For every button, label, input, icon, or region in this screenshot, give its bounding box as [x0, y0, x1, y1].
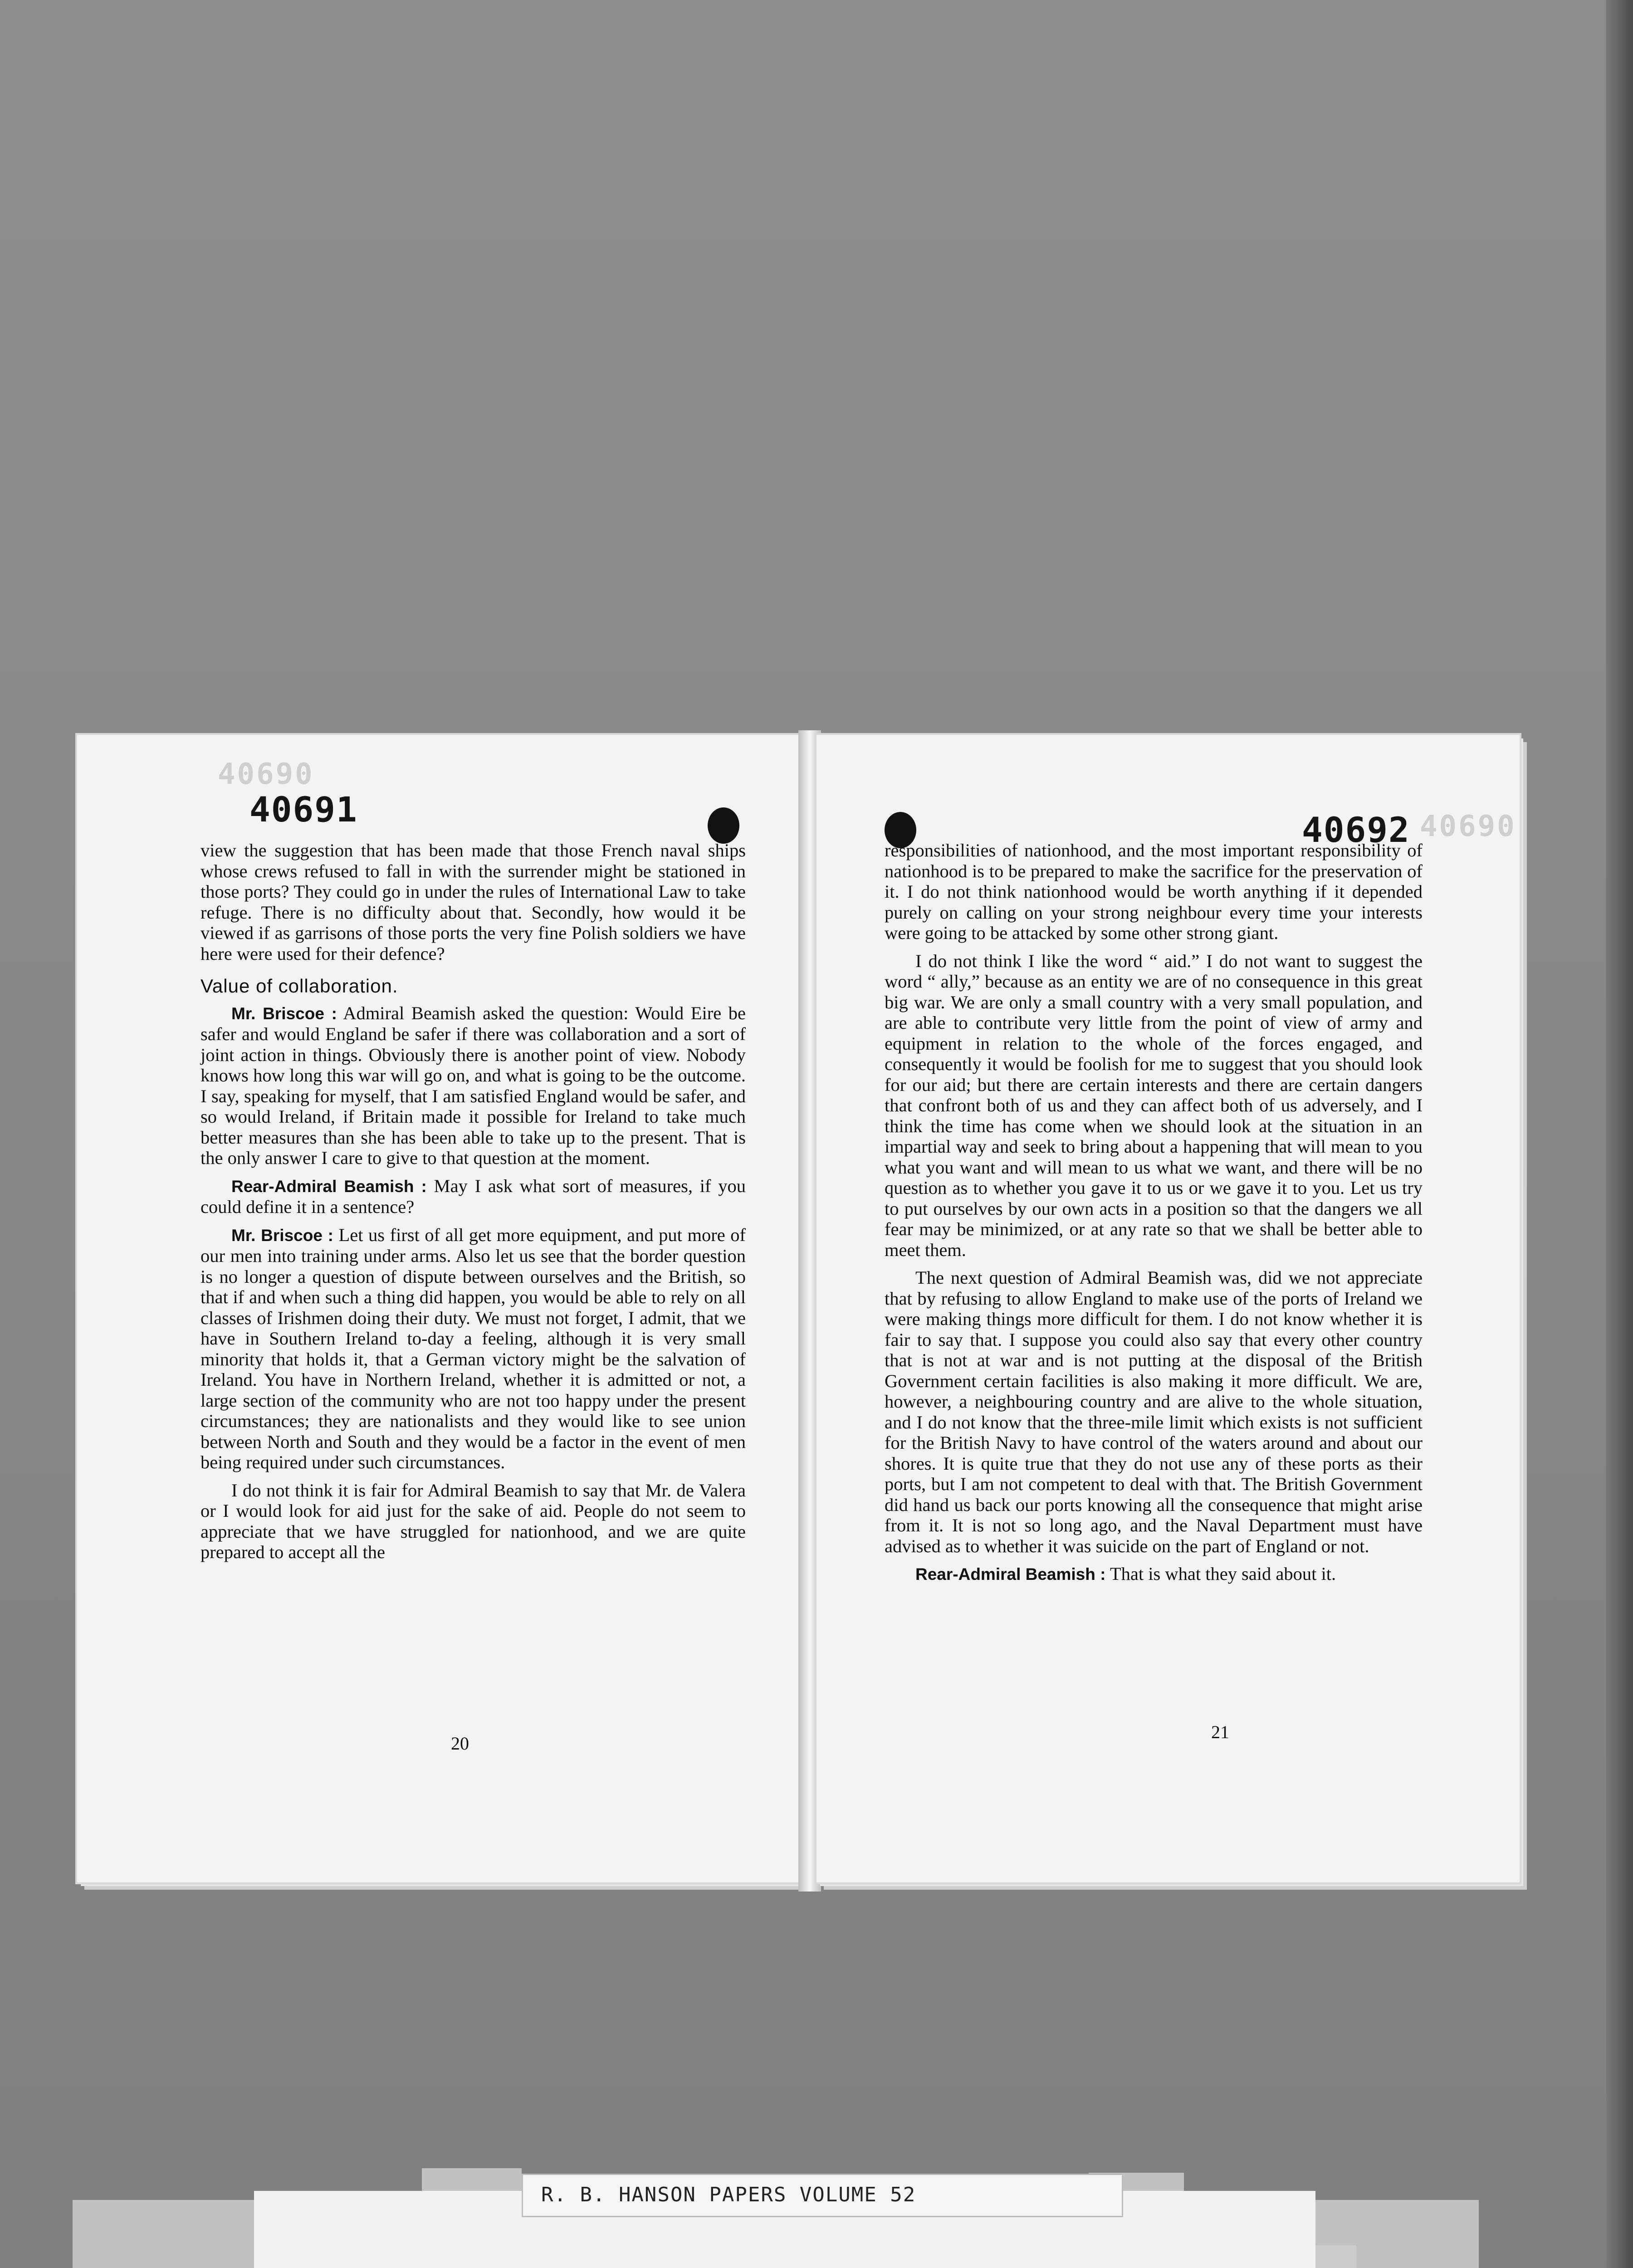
paragraph: I do not think it is fair for Admiral Beamish to say that Mr. de Valera or I would look for aid just for the sake of aid. People do not seem to appreciate that we have struggled for nationhood, and we are quite prepared to accept all the: [200, 1480, 746, 1562]
left-text-column: [200, 840, 746, 1563]
paragraph: The next question of Admiral Beamish was, did we not appreciate that by refusing to allow England to make use of the ports of Ireland we were making things more difficult for them. I do not know whether it is fair to say that. I suppose you could also say that every other country that is not at war and is not putting at the disposal of the British Government certain facilities is also making it more difficult. We are, however, a neighbouring country and are alive to the whole situation, and I do not know that the three-mile limit which exists is not sufficient for the British Navy to have control of the waters around and about our shores. It is quite true that they do not use any of these ports as their ports, but I am not competent to deal with that. The British Government did hand us back our ports knowing all the consequence that might arise from it. It is not so long ago, and the Naval Department must have advised as to whether it was suicide on the part of England or not.: [885, 1267, 1423, 1556]
paragraph: view the suggestion that has been made that those French naval ships whose crews refused to fall in with the surrender might be stationed in those ports? They could go in under the rules of International Law to take refuge. There is no difficulty about that. Secondly, how would it be viewed if as garrisons of those ports the very fine Polish soldiers we have here were used for their defence?: [200, 840, 746, 964]
ghost-stamp: 40690: [218, 758, 314, 791]
left-page: [77, 735, 803, 1882]
speaker-name: Mr. Briscoe :: [231, 1226, 333, 1245]
speaker-name: Rear-Admiral Beamish :: [231, 1177, 427, 1196]
speaker-name: Mr. Briscoe :: [231, 1004, 337, 1023]
punch-hole: [708, 807, 739, 844]
paragraph: responsibilities of nationhood, and the most important responsibility of nationhood is to be prepared to make the sacrifice for the preservation of it. I do not think nationhood would be worth anything if it depended purely on calling on your strong neighbour every time your interests were going to be attacked by some other strong giant.: [885, 840, 1423, 943]
tape-piece: [73, 2200, 263, 2268]
speech-text: Admiral Beamish asked the question: Would Eire be safer and would England be safer if there was collaboration and a sort of joint action in things. Obviously there is another point of view. Nobody knows how long this war will go on, and what is going to be the outcome. I say, speaking for myself, that I am satisfied England would be safer, and so would Ireland, if Britain made it possible for Ireland to take much better measures than she has been able to take up to the present. That is the only answer I care to give to that question at the moment.: [200, 1002, 746, 1168]
page-number: 20: [451, 1733, 469, 1754]
page-number: 21: [1211, 1722, 1229, 1742]
ghost-stamp: 40690: [1420, 810, 1516, 843]
right-text-column: [885, 840, 1423, 1585]
folio-stamp: 40691: [249, 789, 358, 830]
paragraph: [200, 1225, 746, 1473]
speaker-name: Rear-Admiral Beamish :: [915, 1565, 1106, 1584]
section-heading: Value of collaboration.: [200, 975, 398, 997]
open-booklet: [73, 730, 1542, 1896]
right-page: [816, 735, 1520, 1882]
paragraph: [200, 1003, 746, 1168]
volume-strip: [522, 2174, 1123, 2217]
paragraph: [885, 1564, 1423, 1585]
speech-text: Let us first of all get more equipment, and put more of our men into training under arms. Also let us see that the border question is no longer a question of dispute between ourselves and the British, so that if and when such a thing did happen, you would be able to rely on all classes of Irishmen doing their duty. We must not forget, I admit, that we have in Southern Ireland to-day a feeling, although it is very small minority that holds it, that a German victory might be the salvation of Ireland. You have in Northern Ireland, whether it is admitted or not, a large section of the community who are not too happy under the present circumstances; they are nationalists and they would like to see union between North and South and they would be a factor in the event of men being required under such circumstances.: [200, 1224, 746, 1472]
paragraph: [200, 1176, 746, 1217]
folio-stamp: 40692: [1302, 810, 1410, 850]
paragraph: I do not think I like the word “ aid.” I do not want to suggest the word “ ally,” because as an entity we are of no consequence in this great big war. We are only a small country with a very small population, and are able to contribute very little from the point of view of army and equipment in relation to the whole of the forces engaged, and consequently it would be foolish for me to suggest that you should look for our aid; but there are certain interests and there are certain dangers that confront both of us and they can affect both of us adversely, and I think the time has come when we should look at the situation in an impartial way and seek to bring about a happening that will mean to you what you want and will mean to us what we want, and there will be no question as to whether you gave it to us or we gave it to you. Let us try to put ourselves by our own acts in a position so that the dangers we all fear may be minimized, or at any rate so that we shall be better able to meet them.: [885, 950, 1423, 1260]
speech-text: May I ask what sort of measures, if you could define it in a sentence?: [200, 1175, 746, 1217]
volume-label: R. B. HANSON PAPERS VOLUME 52: [541, 2183, 916, 2206]
speech-text: That is what they said about it.: [1105, 1564, 1336, 1584]
film-edge: [1606, 0, 1633, 2268]
